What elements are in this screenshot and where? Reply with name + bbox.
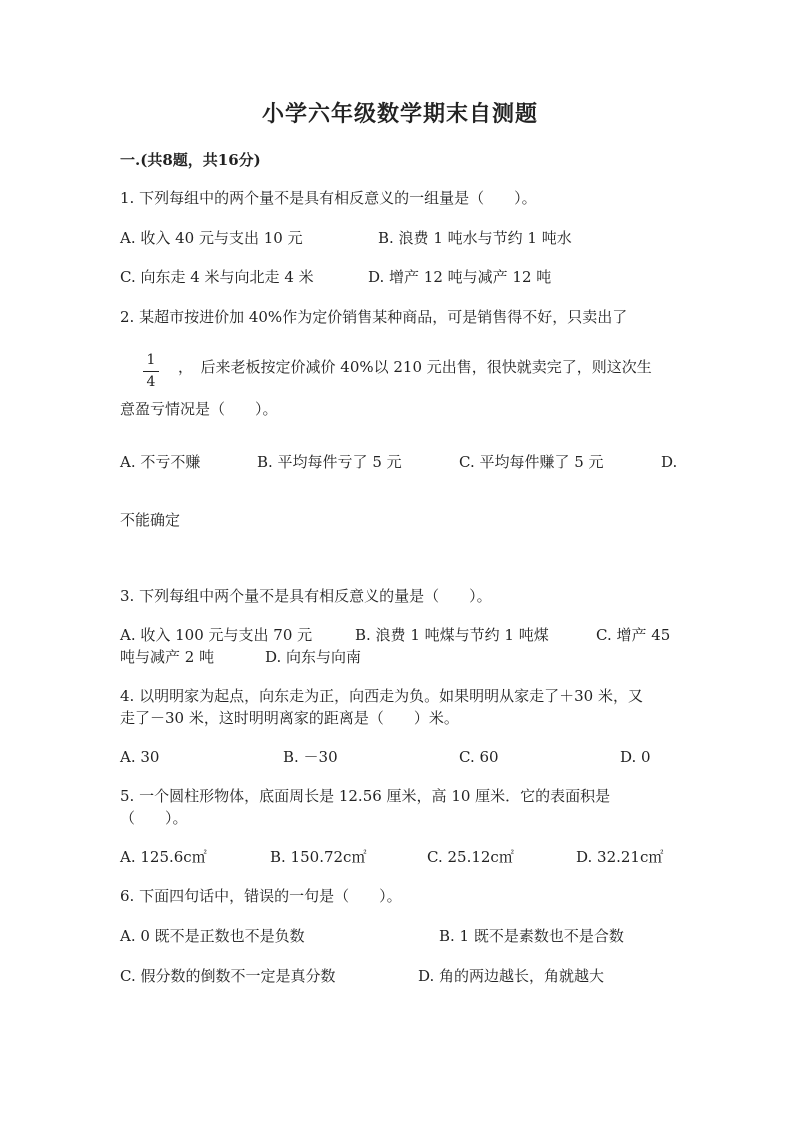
question-5-line-1: 5. 一个圆柱形物体，底面周长是 12.56 厘米，高 10 厘米．它的表面积是 xyxy=(120,787,611,805)
question-4-option-c: C. 60 xyxy=(459,748,499,766)
question-6-option-b: B. 1 既不是素数也不是合数 xyxy=(439,927,624,945)
fraction-denominator: 4 xyxy=(146,374,156,390)
fraction-numerator: 1 xyxy=(146,352,156,368)
question-4-line-1: 4. 以明明家为起点，向东走为正，向西走为负。如果明明从家走了＋30 米，又 xyxy=(120,687,643,705)
question-2-option-a: A. 不亏不赚 xyxy=(120,453,201,471)
question-3-option-d: D. 向东与向南 xyxy=(265,648,362,666)
question-1-stem: 1. 下列每组中的两个量不是具有相反意义的一组量是（ ）。 xyxy=(120,189,537,207)
question-3-option-c: C. 增产 45 xyxy=(596,626,671,644)
question-1-option-c: C. 向东走 4 米与向北走 4 米 xyxy=(120,268,314,286)
question-3-option-c-cont: 吨与减产 2 吨 xyxy=(120,648,215,666)
question-4-option-b: B. －30 xyxy=(283,748,338,766)
question-3-option-b: B. 浪费 1 吨煤与节约 1 吨煤 xyxy=(355,626,549,644)
question-5-option-a: A. 125.6c㎡ xyxy=(120,848,207,866)
question-4-option-a: A. 30 xyxy=(120,748,160,766)
question-6-option-d: D. 角的两边越长，角就越大 xyxy=(418,967,605,985)
question-2-option-c: C. 平均每件赚了 5 元 xyxy=(459,453,604,471)
question-5-option-b: B. 150.72c㎡ xyxy=(270,848,367,866)
question-2-option-d-text: 不能确定 xyxy=(120,511,181,529)
question-4-line-2: 走了－30 米，这时明明离家的距离是（ ）米。 xyxy=(120,709,459,727)
fraction-one-quarter xyxy=(141,352,161,391)
question-1-option-b: B. 浪费 1 吨水与节约 1 吨水 xyxy=(378,229,572,247)
question-1-option-a: A. 收入 40 元与支出 10 元 xyxy=(120,229,303,247)
question-5-line-2: （ ）。 xyxy=(120,809,188,827)
question-5-option-c: C. 25.12c㎡ xyxy=(427,848,514,866)
question-1-option-d: D. 增产 12 吨与减产 12 吨 xyxy=(368,268,552,286)
question-2-option-d-letter: D. xyxy=(661,453,678,471)
question-4-option-d: D. 0 xyxy=(620,748,651,766)
question-6-option-c: C. 假分数的倒数不一定是真分数 xyxy=(120,967,336,985)
question-2-line-3: 意盈亏情况是（ ）。 xyxy=(120,400,278,418)
page-title: 小学六年级数学期末自测题 xyxy=(261,101,538,127)
question-2-option-b: B. 平均每件亏了 5 元 xyxy=(257,453,402,471)
question-2-line-1: 2. 某超市按进价加 40%作为定价销售某种商品，可是销售得不好，只卖出了 xyxy=(120,308,628,326)
question-5-option-d: D. 32.21c㎡ xyxy=(576,848,664,866)
section-heading: 一.(共8题，共16分) xyxy=(120,151,261,169)
question-2-line-2: ， 后来老板按定价减价 40%以 210 元出售，很快就卖完了，则这次生 xyxy=(178,358,652,376)
question-3-stem: 3. 下列每组中两个量不是具有相反意义的量是（ ）。 xyxy=(120,587,492,605)
question-6-option-a: A. 0 既不是正数也不是负数 xyxy=(120,927,305,945)
question-6-stem: 6. 下面四句话中，错误的一句是（ ）。 xyxy=(120,887,402,905)
fraction-bar xyxy=(143,371,159,372)
question-3-option-a: A. 收入 100 元与支出 70 元 xyxy=(120,626,313,644)
